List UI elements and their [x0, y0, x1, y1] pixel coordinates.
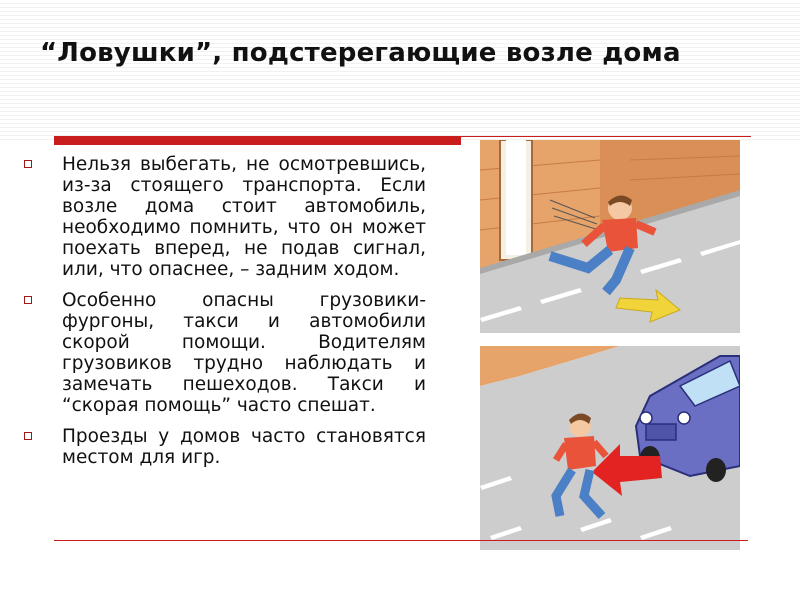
title-divider-thin — [461, 136, 751, 137]
bullet-item — [24, 154, 426, 280]
square-bullet-icon — [24, 160, 32, 168]
square-bullet-icon — [24, 296, 32, 304]
title-background-stripes — [0, 0, 800, 140]
bottom-divider — [54, 540, 748, 541]
square-bullet-icon — [24, 432, 32, 440]
bullet-text: Проезды у домов часто становятся местом для игр. — [62, 426, 426, 468]
bullet-text: Особенно опасны грузовики-фургоны, такси и автомобили скорой помощи. Водителям грузовиков трудно наблюдать и замечать пешеходов. Такси и “скорая помощь” часто спешат. — [62, 290, 426, 416]
bullet-item — [24, 290, 426, 416]
child-and-reversing-car-illustration — [480, 346, 740, 550]
bullet-item — [24, 426, 426, 468]
child-running-from-doorway-illustration — [480, 140, 740, 333]
title-divider-thick — [54, 136, 461, 145]
bullet-list — [24, 154, 426, 478]
bullet-text: Нельзя выбегать, не осмотревшись, из-за стоящего транспорта. Если возле дома стоит автомобиль, необходимо помнить, что он может поехать вперед, не подав сигнал, или, что опаснее, – задним ходом. — [62, 154, 426, 280]
slide-title: “Ловушки”, подстерегающие возле дома — [40, 38, 681, 68]
